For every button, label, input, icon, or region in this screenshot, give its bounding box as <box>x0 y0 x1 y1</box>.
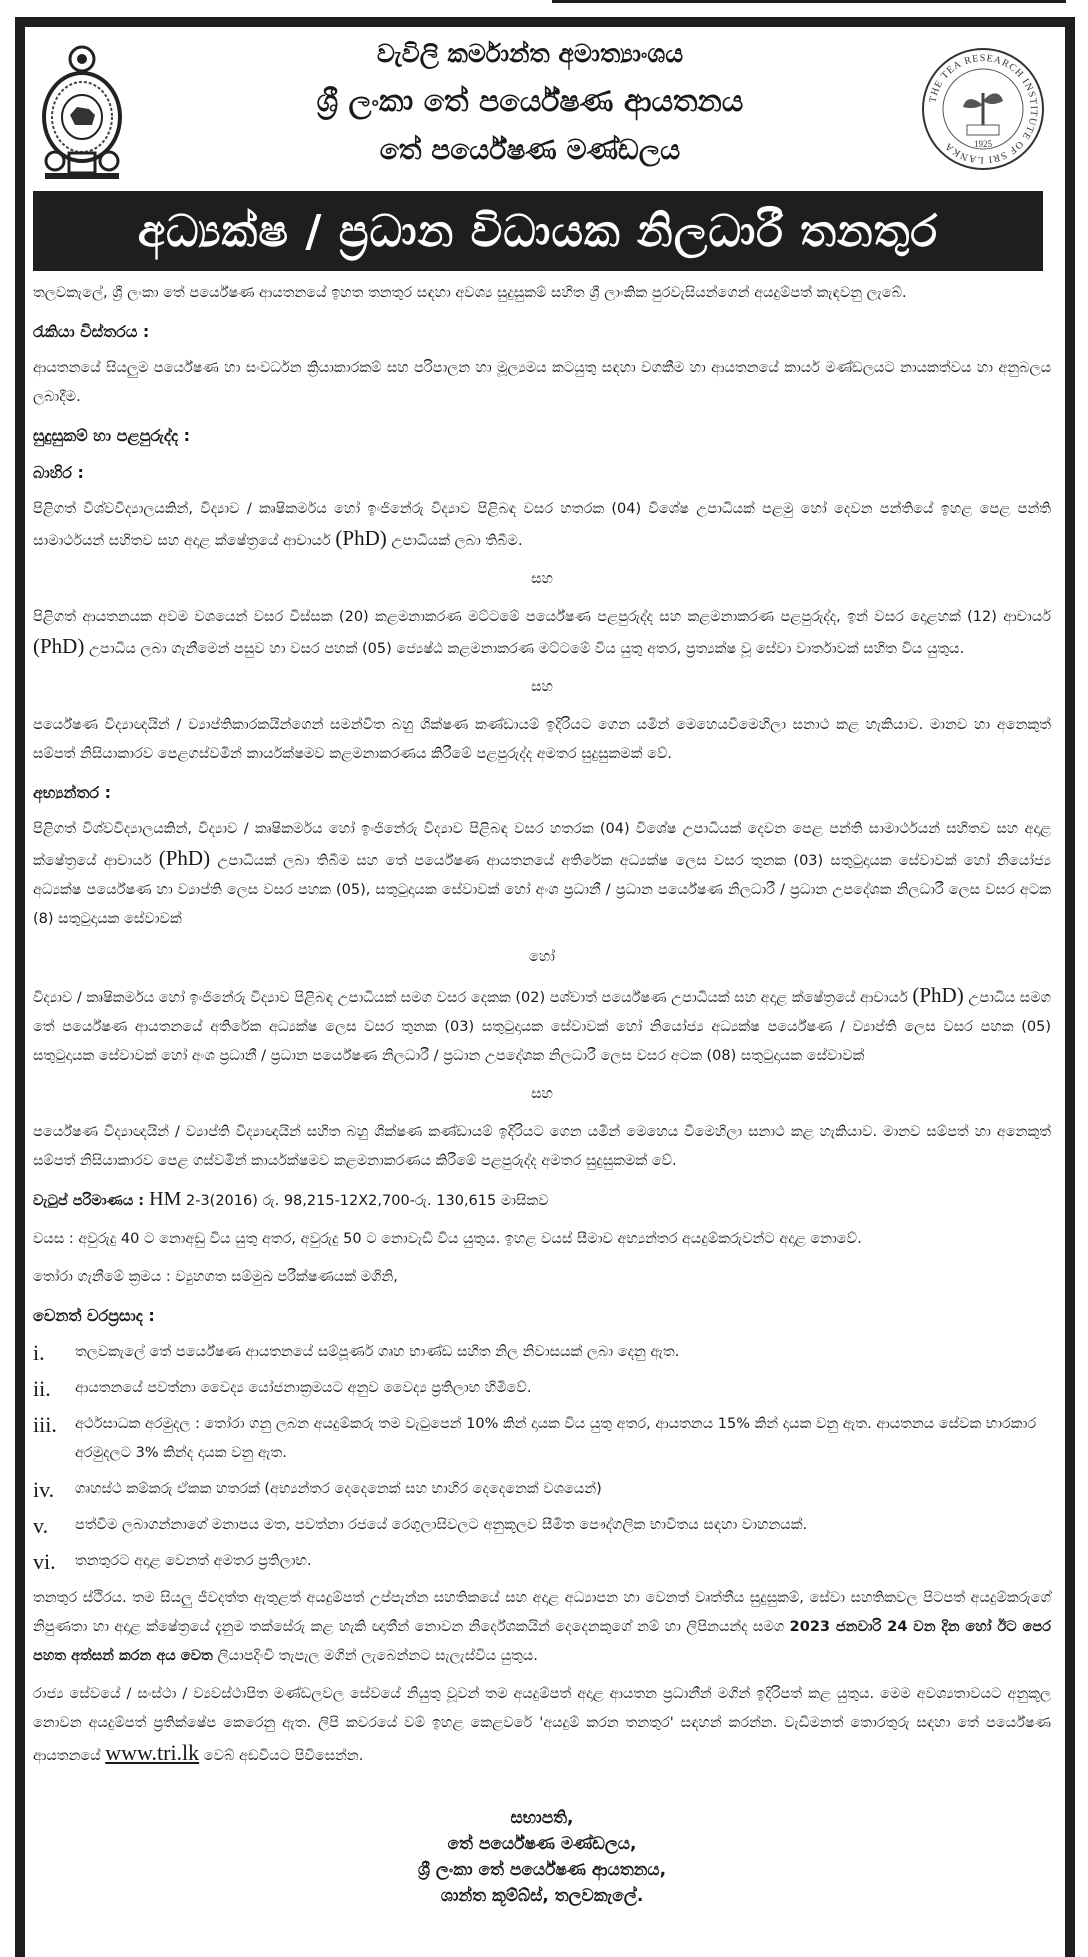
job-description-heading: රැකියා විස්තරය : <box>33 322 150 341</box>
tea-research-institute-logo-icon <box>919 45 1047 173</box>
text: උපාධිය සමග තේ පර්යේෂණ ආයතනයේ අතිරේක අධ්‍යක්ෂ ලෙස වසර තුනක (03) සතුටුදායක සේවාවක් හෝ නියෝජ්‍ය අධ්‍යක්ෂ පර්යේෂණ / ව්‍යාප්ති ලෙස වසර පහක (05) සතුටුදායක සේවාවක් හෝ අංශ ප්‍රධානී / ප්‍රධාන පර්යේෂණ නිලධාරී / ප්‍රධාන උපදේශක නිලධාරී ලෙස වසර අටක (08) සතුටුදායක සේවාවක් <box>33 990 1051 1064</box>
text: උපාධියක් ලබා තිබීම. <box>386 533 523 549</box>
benefit-number: iv. <box>33 1477 55 1502</box>
website-link[interactable]: www.tri.lk <box>105 1740 200 1765</box>
position-title-banner: අධ්‍යක්ෂ / ප්‍රධාන විධායක නිලධාරී තනතුර <box>33 191 1043 271</box>
job-description-text: ආයතනයේ සියලුම පර්යේෂණ හා සංවර්ධන ක්‍රියාකාරකම් සහ පරිපාලන හා මූල්‍යමය කටයුතු සඳහා වගකීම හා ආයතනයේ කාර්ය මණ්ඩලයට නායකත්වය හා අනුබලය ලබාදීම. <box>33 360 1051 405</box>
benefit-item <box>33 1410 1051 1468</box>
signature-block <box>33 1805 1051 1909</box>
text: උපාධිය ලබා ගැනීමෙන් පසුව හා වසර පහක් (05) ජ්‍යෙෂ්ඨ කළමනාකරණ මට්ටමේ විය යුතු අතර, ප්‍රත්‍යක්ෂ වූ සේවා වාර්තාවක් සහිත විය යුතුය. <box>84 641 965 657</box>
internal-heading: අභ්‍යන්තර : <box>33 783 112 802</box>
benefit-item <box>33 1547 1051 1576</box>
benefit-item <box>33 1511 1051 1540</box>
benefit-text: පත්වීම ලබාගන්නාගේ මනාපය මත, පවත්නා රජයේ රෙගුලාසිවලට අනුකූලව සීමිත පෞද්ගලික භාවිතය සඳහා වාහනයක්. <box>75 1517 808 1533</box>
or-separator: හෝ <box>528 949 556 965</box>
application-instructions <box>33 1584 1051 1671</box>
header <box>25 27 1065 187</box>
qualifications-heading: සුදුසුකම් හා පළපුරුද්ද : <box>33 426 191 445</box>
text: පිළිගත් විශ්වවිද්‍යාලයකින්, විද්‍යාව / කෘෂිකර්මය හෝ ඉංජිනේරු විද්‍යාව පිළිබඳ වසර හතරක (04) විශේෂ උපාධියක් දෙවන පෙළ පන්ති සාමාර්ථයන් සහිතව සහ අදාළ ක්ෂේත්‍රයේ ආචාර්ය <box>33 821 1051 869</box>
text: වෙබ් අඩවියට පිවිසෙන්න. <box>199 1748 364 1764</box>
benefit-number: ii. <box>33 1376 51 1401</box>
external-heading: බාහිර : <box>33 463 84 482</box>
and-separator: සහ <box>531 679 553 695</box>
logo-year: 1925 <box>974 139 992 149</box>
header-titles <box>145 31 915 173</box>
phd-label: (PhD) <box>335 526 387 550</box>
signatory-org: තේ පර්යේෂණ මණ්ඩලය, <box>447 1834 637 1854</box>
benefit-number: iii. <box>33 1412 57 1437</box>
intro-paragraph: තලවකැලේ, ශ්‍රී ලංකා තේ පර්යේෂණ ආයතනයේ ඉහත තනතුර සඳහා අවශ්‍ය සුදුසුකම් සහිත ශ්‍රී ලාංකික පුරවැසියන්ගෙන් අයදුම්පත් කැඳවනු ලැබේ. <box>33 285 907 301</box>
advertisement-frame <box>15 17 1075 1957</box>
benefit-item <box>33 1374 1051 1403</box>
text: පිළිගත් විශ්වවිද්‍යාලයකින්, විද්‍යාව / කෘෂිකර්මය හෝ ඉංජිනේරු විද්‍යාව පිළිබඳ වසර හතරක (04) විශේෂ උපාධියක් පළමු හෝ දෙවන පන්තියේ ඉහළ පෙළ පන්ති සාමාර්ථයන් සහිතව සහ අදාළ ක්ෂේත්‍රයේ ආචාර්ය <box>33 501 1051 549</box>
deadline: 2023 ජනවාරි 24 වන දින හෝ ඊට පෙර පහත අත්සන් කරන අය වෙත <box>33 1619 1051 1664</box>
selection-method: තෝරා ගැනීමේ ක්‍රමය : ව්‍යුහගත සම්මුඛ පරීක්ෂණයක් මගිනි, <box>33 1269 398 1285</box>
and-separator: සහ <box>531 1086 553 1102</box>
text: රාජ්‍ය සේවයේ / සංස්ථා / ව්‍යවස්ථාපිත මණ්ඩලවල සේවයේ නියුතු වූවන් තම අයදුම්පත් අදාළ ආයතන ප්‍රධානීන් මගින් ඉදිරිපත් කළ යුතුය. මෙම අවශ්‍යතාවයට අනුකූල නොවන අයදුම්පත් ප්‍රතික්ෂේප කෙරෙනු ඇත. ලිපි කවරයේ වම් ඉහළ කෙළවරේ 'අයදුම් කරන තනතුර' සඳහන් කරන්න. වැඩිමනත් තොරතුරු සඳහා තේ පර්යේෂණ ආයතනයේ <box>33 1686 1051 1764</box>
external-qualification-2 <box>33 603 1051 664</box>
salary-code: HM <box>149 1188 182 1210</box>
signatory-institute: ශ්‍රී ලංකා තේ පර්යේෂණ ආයතනය, <box>417 1860 667 1880</box>
benefit-item <box>33 1475 1051 1504</box>
submission-notes <box>33 1680 1051 1771</box>
benefit-text: ආයතනයේ පවත්නා වෛද්‍ය යෝජනාක්‍රමයට අනුව වෛද්‍ය ප්‍රතිලාභ හිමිවේ. <box>75 1380 532 1396</box>
benefit-text: ගෘහස්ථ කම්කරු ඒකක හතරක් (අභ්‍යන්තර දෙදෙනෙක් සහ භාහිර දෙදෙනෙක් වශයෙන්) <box>75 1481 602 1497</box>
internal-qualification-2 <box>33 981 1051 1071</box>
benefit-text: අර්ථසාධක අරමුදල : තෝරා ගනු ලබන අයදුම්කරු තම වැටුපෙන් 10% කින් දායක විය යුතු අතර, ආයතනය 15% කින් දායක වනු ඇත. ආයතනය සේවක භාරකාර අරමුදලට 3% කින්ද දායක වනු ඇත. <box>75 1416 1037 1461</box>
internal-qualification-3: පර්යේෂණ විද්‍යාඥයින් / ව්‍යාප්ති විද්‍යාඥයින් සහිත බහු ශික්ෂණ කණ්ඩායම් ඉදිරියට ගෙන යමින් මෙහෙය වීමෙහිලා සනාථ කළ හැකියාව. මානව සම්පත් හා අනෙකුත් සම්පත් නිසියාකාරව පෙළ ගස්වමින් කාර්යක්ෂමව කළමනාකරණය කිරීමේ පළපුරුද්ද අමතර සුදුසුකමක් වේ. <box>33 1124 1051 1169</box>
benefit-item <box>33 1338 1051 1367</box>
benefit-text: තනතුරට අදාළ වෙනත් අමතර ප්‍රතිලාභ. <box>75 1553 312 1569</box>
and-separator: සහ <box>531 571 553 587</box>
benefit-text: තලවකැලේ තේ පර්යේෂණ ආයතනයේ සම්පූර්ණ ගෘහ භාණ්ඩ සහිත නිල නිවාසයක් ලබා දෙනු ඇත. <box>75 1344 680 1360</box>
benefit-number: v. <box>33 1513 49 1538</box>
benefit-number: i. <box>33 1340 45 1365</box>
salary-value: 2-3(2016) රු. 98,215-12X2,700-රු. 130,615 මාසිකව <box>181 1193 549 1209</box>
board-name: තේ පර්යේෂණ මණ්ඩලය <box>379 133 681 166</box>
benefit-number: vi. <box>33 1549 56 1574</box>
logo-ring-text: THE TEA RESEARCH INSTITUTE OF SRI LANKA <box>927 52 1040 166</box>
salary-label: වැටුප් පරිමාණය : <box>33 1193 150 1209</box>
phd-label: (PhD) <box>912 983 964 1007</box>
advertisement-body <box>25 271 1065 1909</box>
text: ලියාපදිංචි තැපැල මගින් ලැබෙන්නට සැලැස්විය යුතුය. <box>212 1648 538 1664</box>
signatory-address: ශාන්ත කූම්බ්ස්, තලවකැලේ. <box>440 1886 644 1906</box>
external-qualification-3: පර්යේෂණ විද්‍යාඥයින් / ව්‍යාප්තිකාරකයින්ගෙන් සමන්විත බහු ශික්ෂණ කණ්ඩායම් ඉදිරියට ගෙන යමින් මෙහෙයවීමෙහිලා සනාථ කළ හැකියාව. මානව හා අනෙකුත් සම්පත් නිසියාකාරව පෙළගස්වමින් කාර්යක්ෂමව කළමනාකරණය කිරීමේ පළපුරුද්ද අමතර සුදුසුකමක් වේ. <box>33 717 1051 762</box>
salary-scale <box>33 1185 1051 1216</box>
text: පිළිගත් ආයතනයක අවම වශයෙන් වසර විස්සක (20) කළමනාකරණ මට්ටමේ පර්යේෂණ පළපුරුද්ද සහ කළමනාකරණ පළපුරුද්ද, ඉන් වසර දොළහක් (12) ආචාර්ය <box>33 609 1051 625</box>
top-rule <box>552 0 1066 3</box>
external-qualification-1 <box>33 495 1051 556</box>
phd-label: (PhD) <box>158 846 211 870</box>
text: උපාධියක් ලබා තිබීම සහ තේ පර්යේෂණ ආයතනයේ අතිරේක අධ්‍යක්ෂ ලෙස වසර තුනක (03) සතුටුදායක සේවාවක් හෝ නියෝජ්‍ය අධ්‍යක්ෂ පර්යේෂණ හා ව්‍යාප්ති ලෙස වසර පහක (05), සතුටුදායක සේවාවක් හෝ අංශ ප්‍රධානී / ප්‍රධාන පර්යේෂණ නිලධාරී / ප්‍රධාන උපදේශක නිලධාරී ලෙස වසර අටක (8) සතුටුදායක සේවාවක් <box>33 853 1051 927</box>
sri-lanka-emblem-icon <box>37 37 127 187</box>
text: තනතුර ස්ථිරය. තම සියලු ජීවදත්ත ඇතුළත් අයදුම්පත් උප්පැන්න සහතිකයේ සහ අදාළ අධ්‍යාපන හා වෙනත් වෘත්තීය සුදුසුකම්, සේවා සහතිකවල පිටපත් අයදුම්කරුගේ නිපුණතා හා අදාළ ක්ෂේත්‍රයේ දැනුම තක්සේරු කළ හැකි ඥාතීන් නොවන නිර්දේශකයින් දෙදෙනකුගේ නම් හා ලිපිනයන්ද සමග <box>33 1590 1051 1635</box>
benefits-list <box>33 1338 1051 1576</box>
internal-qualification-1 <box>33 815 1051 934</box>
phd-label: (PhD) <box>33 634 85 658</box>
age-requirement: වයස : අවුරුදු 40 ට නොඅඩු විය යුතු අතර, අවුරුදු 50 ට නොවැඩි විය යුතුය. ඉහළ වයස් සීමාව අභ්‍යන්තර අයදුම්කරුවන්ට අදාළ නොවේ. <box>33 1231 862 1247</box>
ministry-name: වැවිලි කර්මාන්ත අමාත්‍යාංශය <box>376 39 684 68</box>
text: විද්‍යාව / කෘෂිකර්මය හෝ ඉංජිනේරු විද්‍යාව පිළිබඳ උපාධියක් සමග වසර දෙකක (02) පශ්චාත් පර්යේෂණ උපාධියක් සහ අදාළ ක්ෂේත්‍රයේ ආචාර්ය <box>33 990 913 1006</box>
institute-name: ශ්‍රී ලංකා තේ පර්යේෂණ ආයතනය <box>316 84 744 119</box>
benefits-heading: වෙනත් වරප්‍රසාද : <box>33 1306 155 1325</box>
signatory-title: සභාපති, <box>510 1808 574 1828</box>
